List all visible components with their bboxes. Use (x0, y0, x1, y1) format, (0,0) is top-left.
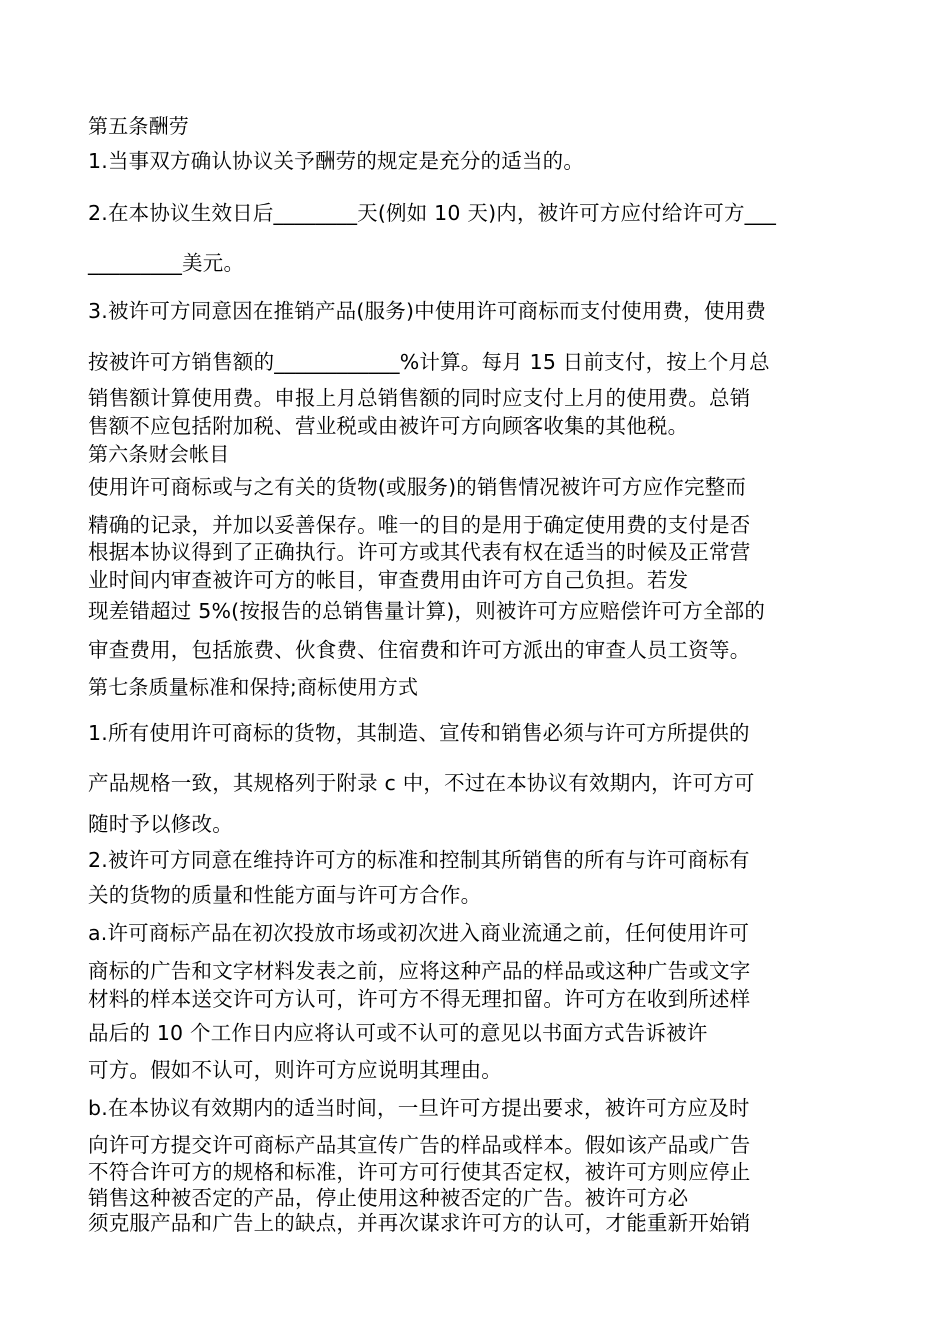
paragraph-line: 向许可方提交许可商标产品其宣传广告的样品或样本。假如该产品或广告 (88, 1133, 751, 1157)
paragraph-line: _________美元。 (88, 251, 245, 275)
paragraph-line: 品后的 10 个工作日内应将认可或不认可的意见以书面方式告诉被许 (88, 1021, 708, 1045)
paragraph-line: 产品规格一致，其规格列于附录 c 中，不过在本协议有效期内，许可方可 (88, 771, 755, 795)
paragraph-line: 审查费用，包括旅费、伙食费、住宿费和许可方派出的审查人员工资等。 (88, 638, 751, 662)
paragraph-line: 2.被许可方同意在维持许可方的标准和控制其所销售的所有与许可商标有 (88, 848, 750, 872)
section-6-heading: 第六条财会帐目 (88, 442, 230, 466)
paragraph-line: 现差错超过 5%(按报告的总销售量计算)，则被许可方应赔偿许可方全部的 (88, 599, 766, 623)
paragraph-line: 销售额计算使用费。申报上月总销售额的同时应支付上月的使用费。总销 (88, 386, 751, 410)
paragraph-line: a.许可商标产品在初次投放市场或初次进入商业流通之前，任何使用许可 (88, 921, 750, 945)
paragraph-line: 1.当事双方确认协议关予酬劳的规定是充分的适当的。 (88, 149, 585, 173)
paragraph-line: 销售这种被否定的产品，停止使用这种被否定的广告。被许可方必 (88, 1186, 689, 1210)
paragraph-line: 不符合许可方的规格和标准，许可方可行使其否定权，被许可方则应停止 (88, 1160, 751, 1184)
paragraph-line: 2.在本协议生效日后________天(例如 10 天)内，被许可方应付给许可方___ (88, 201, 777, 225)
paragraph-line: 售额不应包括附加税、营业税或由被许可方向顾客收集的其他税。 (88, 414, 689, 438)
paragraph-line: b.在本协议有效期内的适当时间，一旦许可方提出要求，被许可方应及时 (88, 1096, 750, 1120)
paragraph-line: 3.被许可方同意因在推销产品(服务)中使用许可商标而支付使用费，使用费 (88, 299, 767, 323)
paragraph-line: 使用许可商标或与之有关的货物(或服务)的销售情况被许可方应作完整而 (88, 475, 747, 499)
paragraph-line: 按被许可方销售额的____________%计算。每月 15 日前支付，按上个月总 (88, 350, 770, 374)
paragraph-line: 材料的样本送交许可方认可，许可方不得无理扣留。许可方在收到所述样 (88, 987, 751, 1011)
section-5-heading: 第五条酬劳 (88, 114, 189, 138)
paragraph-line: 根据本协议得到了正确执行。许可方或其代表有权在适当的时候及正常营 (88, 540, 751, 564)
paragraph-line: 关的货物的质量和性能方面与许可方合作。 (88, 883, 482, 907)
paragraph-line: 可方。假如不认可，则许可方应说明其理由。 (88, 1058, 502, 1082)
paragraph-line: 须克服产品和广告上的缺点，并再次谋求许可方的认可，才能重新开始销 (88, 1211, 751, 1235)
paragraph-line: 精确的记录，并加以妥善保存。唯一的目的是用于确定使用费的支付是否 (88, 513, 751, 537)
paragraph-line: 随时予以修改。 (88, 812, 233, 836)
section-7-heading: 第七条质量标准和保持;商标使用方式 (88, 675, 419, 699)
paragraph-line: 业时间内审查被许可方的帐目，审查费用由许可方自己负担。若发 (88, 568, 689, 592)
paragraph-line: 1.所有使用许可商标的货物，其制造、宣传和销售必须与许可方所提供的 (88, 721, 750, 745)
paragraph-line: 商标的广告和文字材料发表之前，应将这种产品的样品或这种广告或文字 (88, 959, 751, 983)
